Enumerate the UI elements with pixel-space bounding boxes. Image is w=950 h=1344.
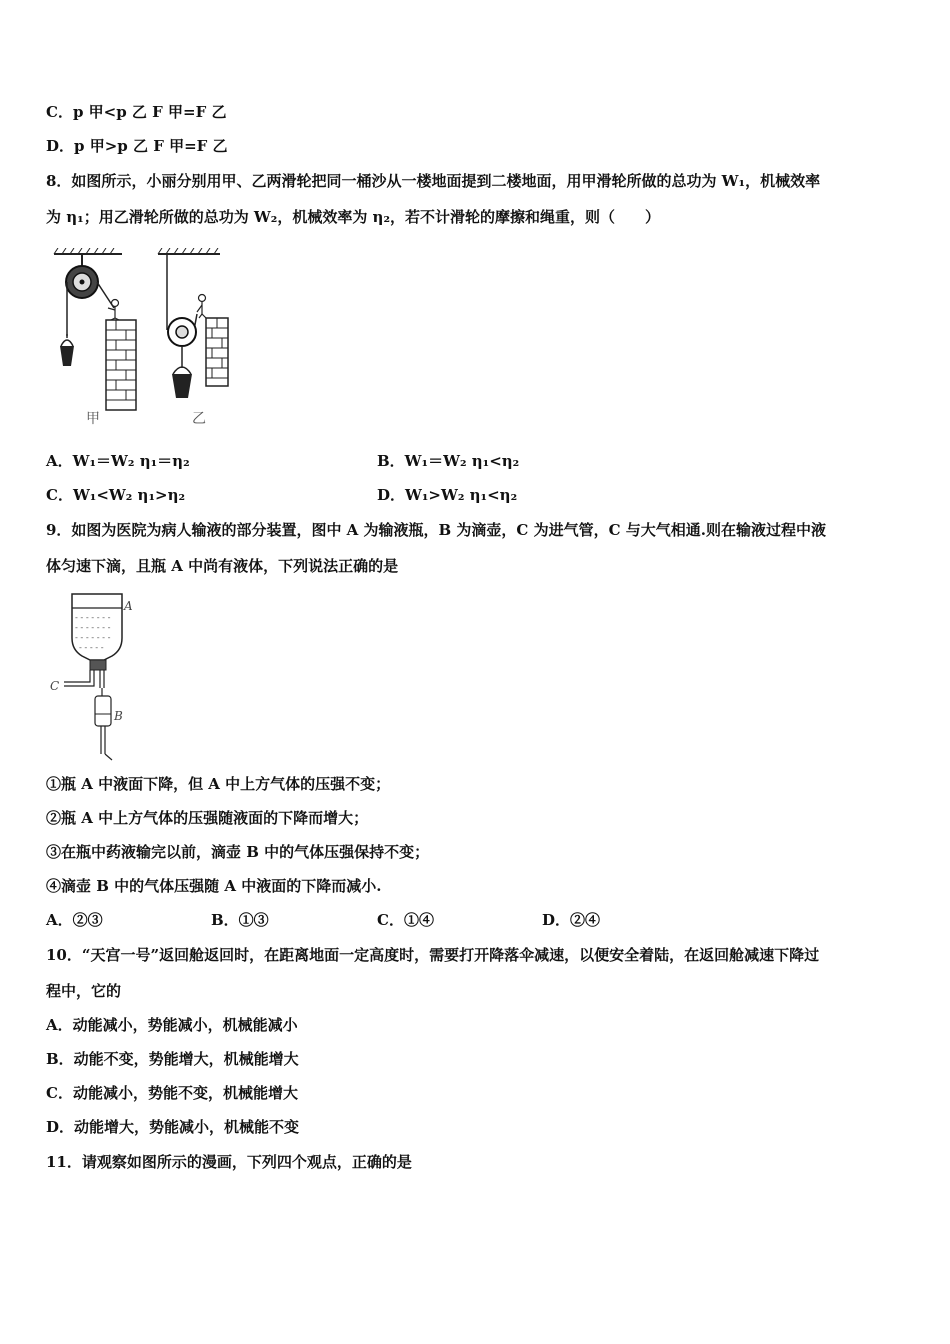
- q8-option-d: D．W₁>W₂ η₁<η₂: [377, 486, 518, 504]
- q9-statement-2: ②瓶 A 中上方气体的压强随液面的下降而增大；: [46, 809, 369, 827]
- q9-stem-line2: 体匀速下滴，且瓶 A 中尚有液体，下列说法正确的是: [46, 557, 399, 575]
- q9-statement-1: ①瓶 A 中液面下降，但 A 中上方气体的压强不变；: [46, 775, 391, 793]
- infusion-figure: [44, 590, 144, 762]
- q9-option-a: A．②③: [46, 911, 103, 929]
- label-b: B: [114, 709, 123, 723]
- q10-stem-line1: 10．“天宫一号”返回舱返回时，在距离地面一定高度时，需要打开降落伞减速，以便安全着陆，在返回舱减速下降过: [46, 946, 820, 964]
- pulley-figure: [44, 248, 244, 430]
- q10-option-c: C．动能减小，势能不变，机械能增大: [46, 1084, 298, 1102]
- label-c: C: [50, 679, 60, 693]
- svg-text:- - - - - - -: - - - - - - -: [75, 623, 111, 632]
- q8-option-c: C．W₁<W₂ η₁>η₂: [46, 486, 186, 504]
- svg-text:- - - - - - -: - - - - - - -: [75, 613, 111, 622]
- q8-stem-line1: 8．如图所示，小丽分别用甲、乙两滑轮把同一桶沙从一楼地面提到二楼地面，用甲滑轮所做的总功为 W₁，机械效率: [46, 172, 821, 190]
- figure-label-yi: 乙: [192, 411, 206, 427]
- q11-stem: 11．请观察如图所示的漫画，下列四个观点，正确的是: [46, 1153, 412, 1171]
- q7-option-d: D．p 甲>p 乙 F 甲=F 乙: [46, 137, 228, 155]
- q9-statement-4: ④滴壶 B 中的气体压强随 A 中液面的下降而减小.: [46, 877, 382, 895]
- q8-stem-line2: 为 η₁；用乙滑轮所做的总功为 W₂，机械效率为 η₂，若不计滑轮的摩擦和绳重，则（ ）: [46, 208, 661, 226]
- q9-option-b: B．①③: [211, 911, 269, 929]
- fixed-pulley-diagram: [54, 248, 136, 427]
- q10-option-a: A．动能减小，势能减小，机械能减小: [46, 1016, 298, 1034]
- q8-option-b: B．W₁＝W₂ η₁<η₂: [377, 452, 520, 470]
- q8-option-a: A．W₁＝W₂ η₁＝η₂: [46, 452, 190, 470]
- q10-option-d: D．动能增大，势能减小，机械能不变: [46, 1118, 300, 1136]
- q9-option-c: C．①④: [377, 911, 434, 929]
- svg-text:- - - - -: - - - - -: [79, 643, 104, 652]
- q10-option-b: B．动能不变，势能增大，机械能增大: [46, 1050, 299, 1068]
- label-a: A: [124, 599, 133, 613]
- q9-statement-3: ③在瓶中药液输完以前，滴壶 B 中的气体压强保持不变；: [46, 843, 430, 861]
- q7-option-c: C．p 甲<p 乙 F 甲=F 乙: [46, 103, 227, 121]
- movable-pulley-diagram: [158, 248, 228, 427]
- q9-option-d: D．②④: [542, 911, 601, 929]
- svg-text:- - - - - - -: - - - - - - -: [75, 633, 111, 642]
- q9-stem-line1: 9．如图为医院为病人输液的部分装置，图中 A 为输液瓶，B 为滴壶，C 为进气管，C 与大气相通.则在输液过程中液: [46, 521, 826, 539]
- figure-label-jia: 甲: [86, 411, 100, 427]
- q10-stem-line2: 程中，它的: [46, 982, 122, 1000]
